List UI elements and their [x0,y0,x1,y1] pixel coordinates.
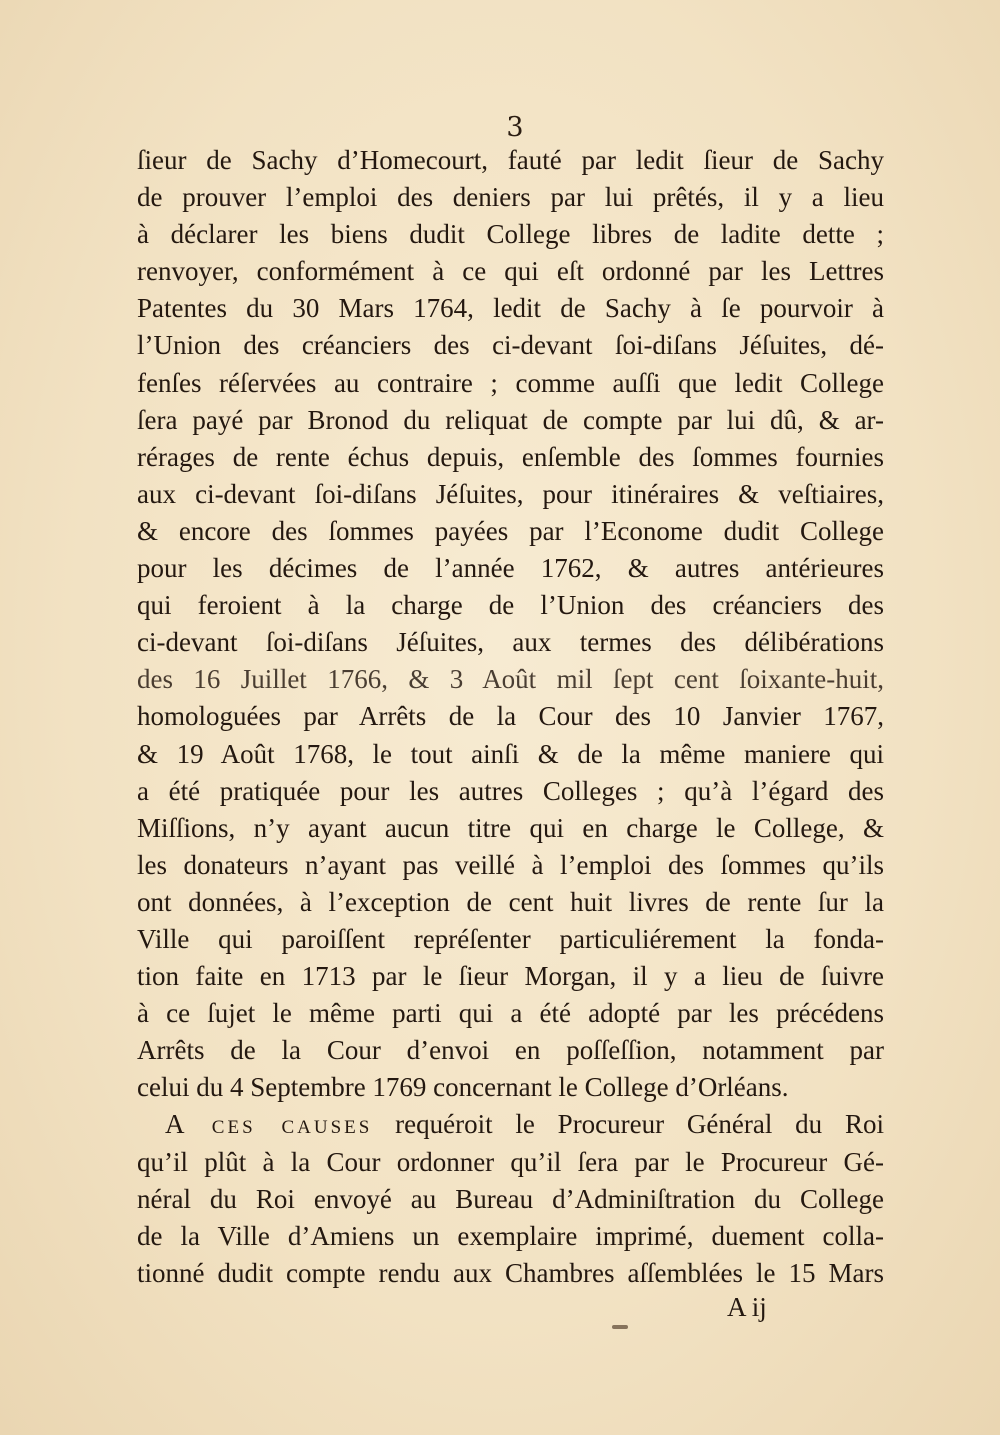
text-line: l’Union des créanciers des ci-devant ſoi-diſans Jéſuites, dé- [137,330,884,361]
text-line: Ville qui paroiſſent repréſenter particuliérement la fonda- [137,923,884,954]
page-number: 3 [506,112,524,143]
text-line: ont données, à l’exception de cent huit livres de rente ſur la [137,886,884,917]
text-line: rérages de rente échus depuis, enſemble des ſommes fournies [137,441,884,472]
text-line: celui du 4 Septembre 1769 concernant le College d’Orléans. [137,1072,789,1103]
text-line: renvoyer, conformément à ce qui eſt ordonné par les Lettres [137,256,884,287]
signature-mark: A ij [727,1292,767,1322]
text-line: à déclarer les biens dudit College libres de ladite dette ; [137,219,884,250]
text-line: fenſes réſervées au contraire ; comme auſſi que ledit College [137,367,884,398]
text-line: pour les décimes de l’année 1762, & autres antérieures [137,553,884,584]
text-line: néral du Roi envoyé au Bureau d’Adminiſtration du College [137,1183,884,1214]
text-line: tionné dudit compte rendu aux Chambres aſſemblées le 15 Mars [137,1257,884,1288]
text-line: & 19 Août 1768, le tout ainſi & de la même maniere qui [137,738,884,769]
text-line: de la Ville d’Amiens un exemplaire imprimé, duement colla- [137,1220,884,1251]
text-line: Patentes du 30 Mars 1764, ledit de Sachy à ſe pourvoir à [137,293,884,324]
text-line: homologuées par Arrêts de la Cour des 10 Janvier 1767, [137,701,884,732]
text-line: des 16 Juillet 1766, & 3 Août mil ſept cent ſoixante-huit, [137,664,884,695]
text-line: ci-devant ſoi-diſans Jéſuites, aux termes des délibérations [137,627,884,658]
body-text [137,142,884,1292]
text-line: qu’il plût à la Cour ordonner qu’il ſera par le Procureur Gé- [137,1146,884,1177]
text-line: Arrêts de la Cour d’envoi en poſſeſſion, notamment par [137,1035,884,1066]
text-line: & encore des ſommes payées par l’Econome dudit College [137,515,884,546]
paragraph-opening-line [137,1106,884,1143]
text-line: aux ci-devant ſoi-diſans Jéſuites, pour itinéraires & veſtiaires, [137,478,884,509]
text-line: ſera payé par Bronod du reliquat de compte par lui dû, & ar- [137,404,884,435]
text-line: de prouver l’emploi des deniers par lui prêtés, il y a lieu [137,182,884,213]
text-line: les donateurs n’ayant pas veillé à l’emploi des ſommes qu’ils [137,849,884,880]
text-line: tion faite en 1713 par le ſieur Morgan, il y a lieu de ſuivre [137,961,884,992]
paragraph-opening: A ces causes [165,1109,373,1140]
text-line: ſieur de Sachy d’Homecourt, fauté par ledit ſieur de Sachy [137,145,884,175]
text-line: à ce ſujet le même parti qui a été adopté par les précédens [137,998,884,1029]
text-line: a été pratiquée pour les autres Colleges ; qu’à l’égard des [137,775,884,806]
ink-blemish [612,1325,628,1329]
text-line: Miſſions, n’y ayant aucun titre qui en charge le College, & [137,812,884,843]
text-line-continuation: requéroit le Procureur Général du Roi [372,1109,884,1140]
text-line: qui feroient à la charge de l’Union des créanciers des [137,590,884,621]
